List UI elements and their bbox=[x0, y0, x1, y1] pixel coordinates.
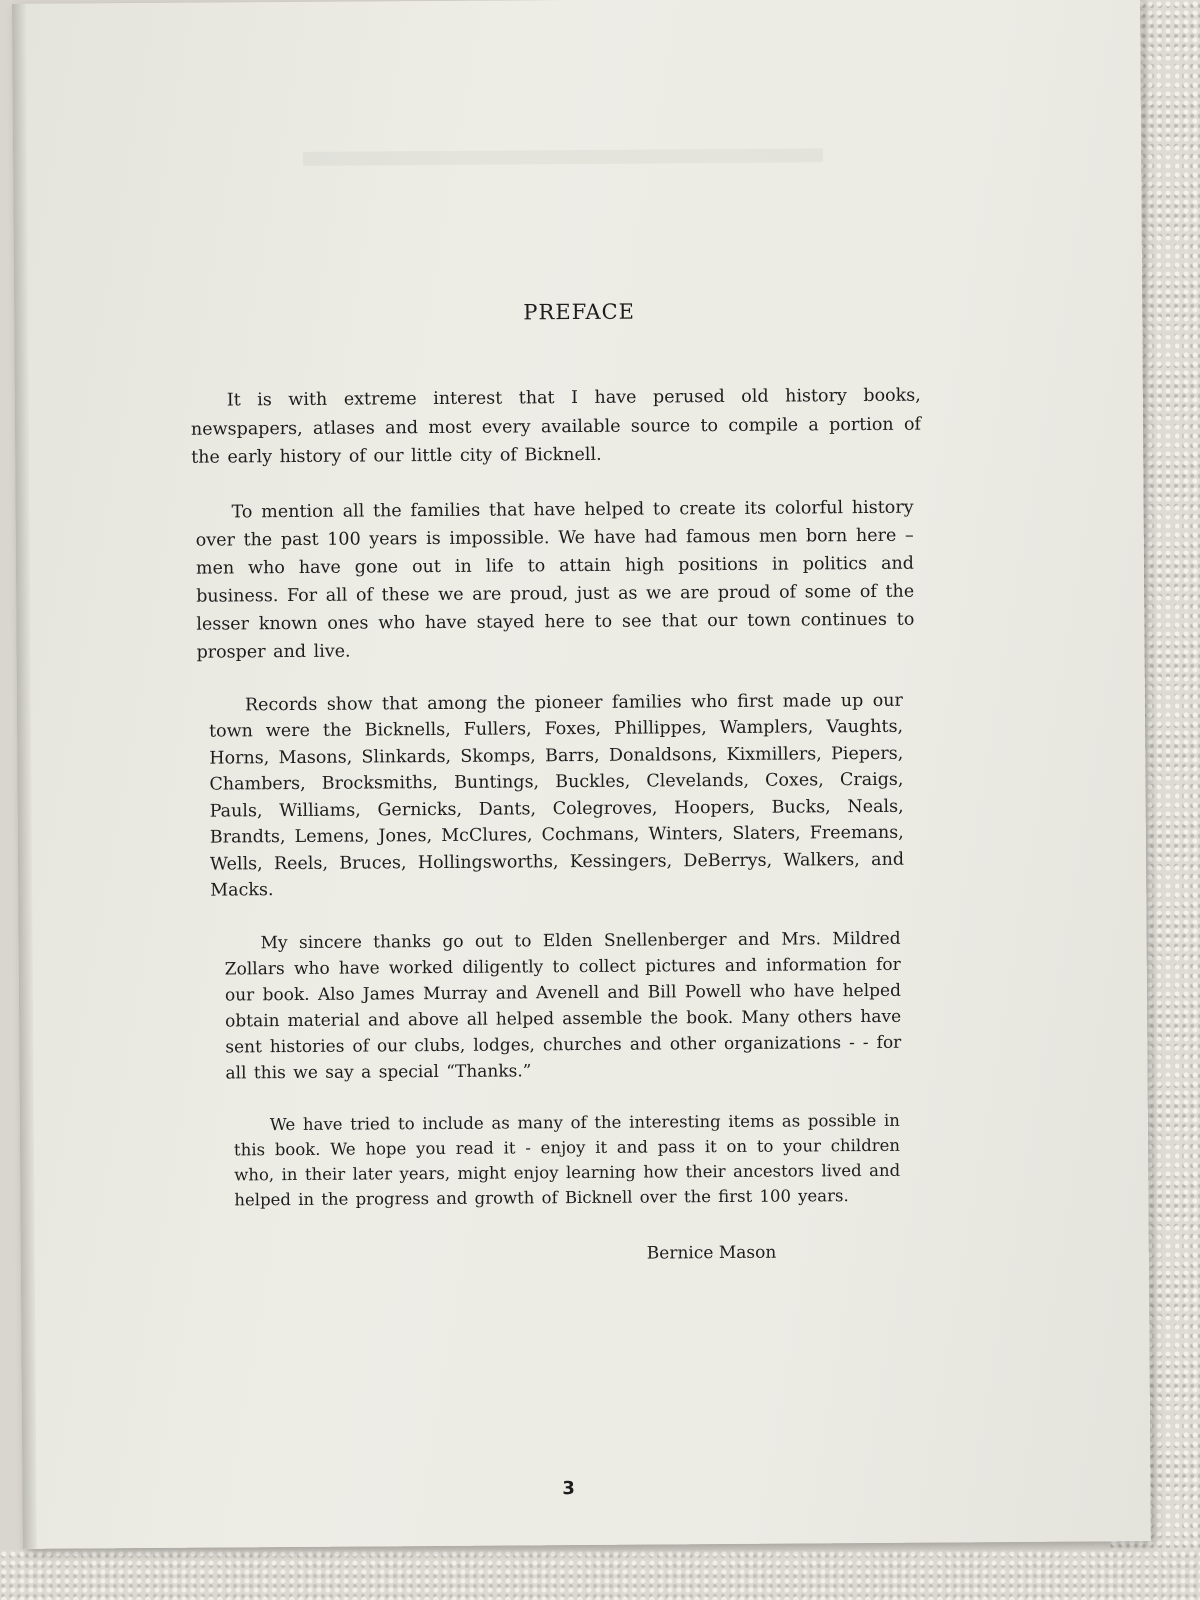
page-binding-edge bbox=[12, 4, 37, 1549]
towel-background-bottom bbox=[0, 1550, 1200, 1600]
preface-content bbox=[184, 298, 931, 1267]
book-page bbox=[12, 0, 1151, 1549]
preface-paragraph-5: We have tried to include as many of the interesting items as possible in this book. We hope you read it - enjoy it and pass it on to your children who, in their later years, might enjoy learning how their ancestors lived and helped in the progress and growth of Bicknell over the first 100 years. bbox=[233, 1110, 901, 1209]
preface-paragraph-2: To mention all the families that have helped to create its colorful history over the past 100 years is impossible. We have had famous men born here – men who have gone out in life to attain high positions in politics and business. For all of these we are proud, just as we are proud of some of the lesser known ones who have stayed here to see that our town continues to prosper and live. bbox=[195, 497, 915, 663]
author-signature: Bernice Mason bbox=[646, 1242, 777, 1264]
page-title: PREFACE bbox=[523, 299, 636, 325]
preface-paragraph-3: Records show that among the pioneer families who first made up our town were the Bicknells, Fullers, Foxes, Phillippes, Wamplers, Vaughts, Horns, Masons, Slinkards, Skomps, Barrs, Donaldsons, Kixmillers, Piepers, Chambers, Brocksmiths, Buntings, Buckles, Clevelands, Coxes, Craigs, Pauls, Williams, Gernicks, Dants, Colegroves, Hoopers, Bucks, Neals, Brandts, Lemens, Jones, McClures, Cochmans, Winters, Slaters, Freemans, Wells, Reels, Bruces, Hollingsworths, Kessingers, DeBerrys, Walkers, and Macks. bbox=[209, 690, 905, 901]
show-through-shadow bbox=[303, 148, 823, 166]
preface-paragraph-1: It is with extreme interest that I have perused old history books, newspapers, atlases and most every available source to compile a portion of the early history of our little city of Bicknell. bbox=[190, 385, 922, 468]
page-number: 3 bbox=[562, 1478, 575, 1500]
preface-paragraph-4: My sincere thanks go out to Elden Snellenberger and Mrs. Mildred Zollars who have worked diligently to collect pictures and information for our book. Also James Murray and Avenell and Bill Powell who have helped obtain material and above all helped assemble the book. Many others have sent histories of our clubs, lodges, churches and other organizations - - for all this we say a special “Thanks.” bbox=[224, 928, 902, 1083]
